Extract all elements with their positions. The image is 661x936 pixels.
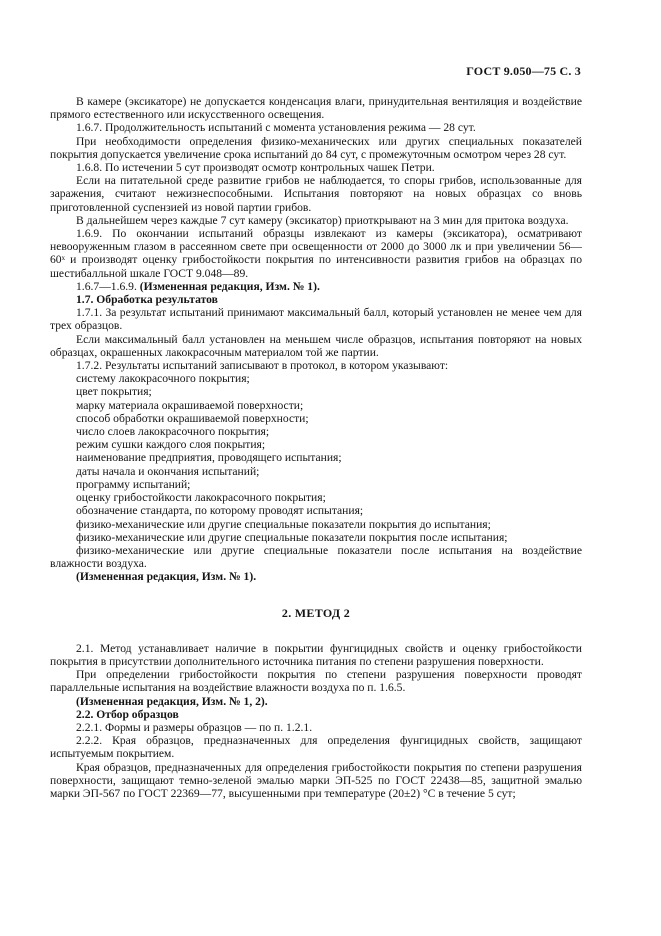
paragraph: Если максимальный балл установлен на меньшем числе образцов, испытания повторяют на новых образцах, окрашенных лакокрасочным материалом той же партии. xyxy=(50,332,582,359)
list-item: способ обработки окрашиваемой поверхности; xyxy=(76,411,309,425)
section-heading: 2.2. Отбор образцов xyxy=(76,707,179,721)
document-body xyxy=(50,95,582,800)
paragraph: 2.2.2. Края образцов, предназначенных для определения фунгицидных свойств, защищают испытуемым покрытием. xyxy=(50,734,582,761)
list-item: физико-механические или другие специальные показатели покрытия после испытания; xyxy=(76,530,508,544)
method-title: 2. МЕТОД 2 xyxy=(281,605,351,620)
list-item: оценку грибостойкости лакокрасочного покрытия; xyxy=(76,491,326,505)
amendment-note: (Измененная редакция, Изм. № 1). xyxy=(76,570,257,584)
paragraph: В камере (эксикаторе) не допускается конденсация влаги, принудительная вентиляция и воздействие прямого естественного или искусственного освещения. xyxy=(50,95,582,122)
list-item: цвет покрытия; xyxy=(76,385,152,399)
paragraph: 1.6.7. Продолжительность испытаний с момента установления режима — 28 сут. xyxy=(76,121,476,135)
list-item: марку материала окрашиваемой поверхности; xyxy=(76,398,304,412)
paragraph: Если на питательной среде развитие грибов не наблюдается, то споры грибов, использованные для заражения, считают нежизнеспособными. Испытания повторяют на новых образцах со вновь приготовленной суспензией из новой партии грибов. xyxy=(50,174,582,214)
list-item: систему лакокрасочного покрытия; xyxy=(76,372,250,386)
amendment-note xyxy=(50,280,582,293)
amendment-note: (Измененная редакция, Изм. № 1, 2). xyxy=(76,694,268,708)
paragraph: 1.7.1. За результат испытаний принимают максимальный балл, который установлен не менее чем для трех образцов. xyxy=(50,306,582,333)
paragraph: При необходимости определения физико-механических или других специальных показателей покрытия допускается увеличение срока испытаний до 84 сут, с промежуточным осмотром через 28 сут. xyxy=(50,134,582,161)
paragraph: 1.6.9. По окончании испытаний образцы извлекают из камеры (эксикатора), осматривают невооруженным глазом в рассеянном свете при освещенности от 2000 до 3000 лк и при увеличении 56—60ˣ и производят оценку грибостойкости покрытия по интенсивности развития грибов на образцах по шестибалльной шкале ГОСТ 9.048—89. xyxy=(50,227,582,280)
protocol-list xyxy=(50,372,582,570)
paragraph: 1.7.2. Результаты испытаний записывают в протокол, в котором указывают: xyxy=(76,359,449,373)
list-item: режим сушки каждого слоя покрытия; xyxy=(76,438,266,452)
amendment-prefix: 1.6.7—1.6.9. xyxy=(76,279,140,293)
list-item: физико-механические или другие специальные показатели покрытия до испытания; xyxy=(76,517,491,531)
amendment-text: (Измененная редакция, Изм. № 1). xyxy=(139,279,320,293)
list-item: физико-механические или другие специальные показатели после испытания на воздействие влажности воздуха. xyxy=(50,543,582,571)
paragraph: 1.6.8. По истечении 5 сут производят осмотр контрольных чашек Петри. xyxy=(76,161,435,175)
list-item: обозначение стандарта, по которому проводят испытания; xyxy=(76,504,364,518)
paragraph: При определении грибостойкости покрытия по степени разрушения поверхности проводят параллельные испытания на воздействие влажности воздуха по п. 1.6.5. xyxy=(50,668,582,695)
page-header: ГОСТ 9.050—75 С. 3 xyxy=(466,64,581,78)
paragraph: В дальнейшем через каждые 7 сут камеру (эксикатор) приоткрывают на 3 мин для притока воздуха. xyxy=(76,213,569,227)
list-item: число слоев лакокрасочного покрытия; xyxy=(76,425,270,439)
paragraph: Края образцов, предназначенных для определения грибостойкости покрытия по степени разрушения поверхности, защищают темно-зеленой эмалью марки ЭП-525 по ГОСТ 22438—85, защитной эмалью марки ЭП-567 по ГОСТ 22369—77, высушенными при температуре (20±2) °С в течение 5 сут; xyxy=(50,760,582,800)
paragraph: 2.1. Метод устанавливает наличие в покрытии фунгицидных свойств и оценку грибостойкости покрытия в присутствии дополнительного источника питания по степени разрушения поверхности. xyxy=(50,641,582,668)
list-item: программу испытаний; xyxy=(76,477,191,491)
section-heading: 1.7. Обработка результатов xyxy=(76,293,218,307)
list-item: наименование предприятия, проводящего испытания; xyxy=(76,451,342,465)
paragraph: 2.2.1. Формы и размеры образцов — по п. 1.2.1. xyxy=(76,720,313,734)
list-item: даты начала и окончания испытаний; xyxy=(76,464,260,478)
